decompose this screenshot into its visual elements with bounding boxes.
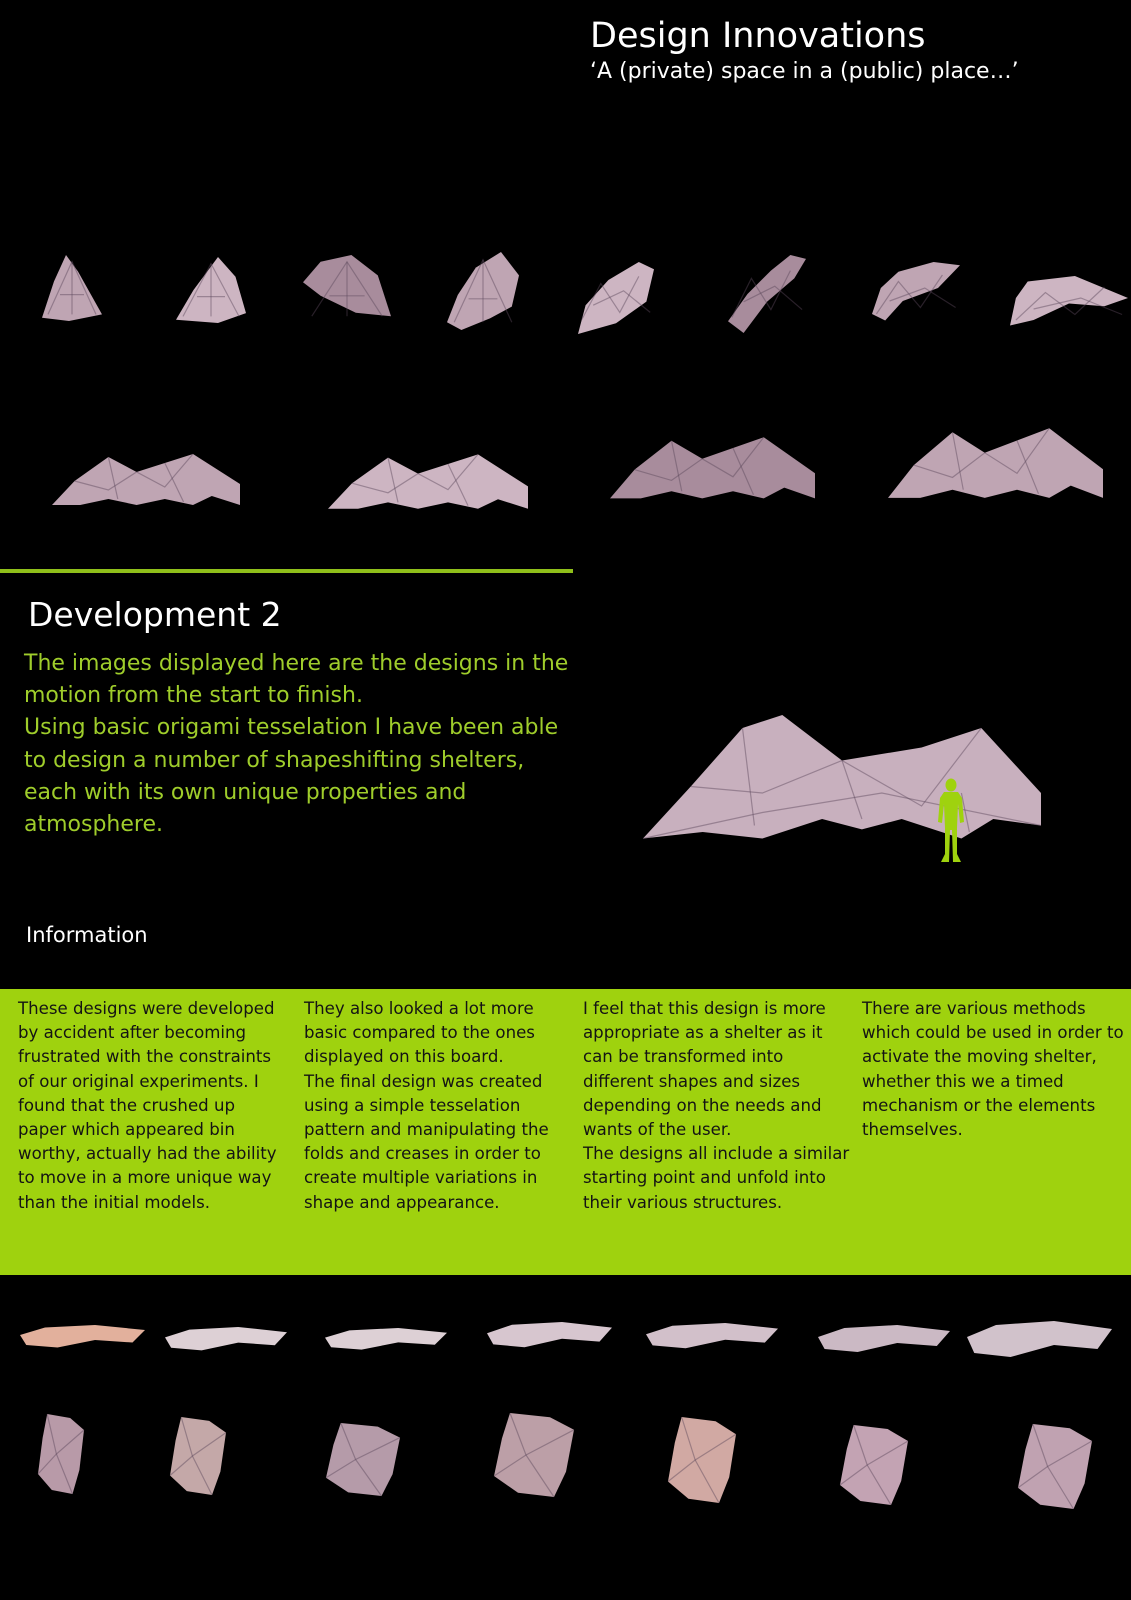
info-paragraph: The final design was created using a simple tesselation pattern and manipulating the folds and creases in order to create multiple variations in shape and appearance. (304, 1071, 549, 1212)
folded-paper-model-icon (328, 448, 528, 512)
info-paragraph: There are various methods which could be used in order to activate the moving shelter, whether this we a timed mechanism or the elements themselves. (862, 999, 1124, 1140)
info-paragraph: They also looked a lot more basic compared to the ones displayed on this board. (304, 999, 535, 1067)
folded-paper-model-icon (494, 1413, 574, 1497)
folded-paper-model-icon (818, 1325, 950, 1355)
folded-paper-model-icon (38, 1414, 84, 1494)
folded-paper-model-icon (20, 1325, 145, 1350)
page-subtitle: ‘A (private) space in a (public) place…’ (590, 59, 1019, 84)
folded-paper-model-icon (668, 1417, 736, 1503)
folded-paper-model-icon (487, 1322, 612, 1350)
hero-shelter-model (643, 715, 1041, 845)
section-divider (0, 569, 573, 573)
folded-paper-model-icon (326, 1423, 400, 1496)
folded-paper-model-icon (303, 255, 391, 323)
folded-paper-model-icon (170, 1417, 226, 1495)
folded-paper-model-icon (646, 1323, 778, 1351)
development-paragraph: The images displayed here are the designs in the motion from the start to finish. (24, 651, 569, 709)
info-paragraph: These designs were developed by accident after becoming frustrated with the constraints of our original experiments. I found that the crushed up paper which appeared bin worthy, actually had the ability to move in a more unique way than the initial models. (18, 999, 277, 1212)
folded-paper-model-icon (447, 252, 519, 330)
folded-paper-model-icon (872, 262, 960, 327)
folded-paper-model-icon (325, 1328, 447, 1352)
information-heading: Information (26, 923, 148, 947)
development-paragraph: Using basic origami tesselation I have been able to design a number of shapeshifting shelters, each with its own unique properties and atmosphere. (24, 715, 559, 838)
page-title: Design Innovations (590, 16, 926, 56)
info-paragraph: The designs all include a similar starting point and unfold into their various structures. (583, 1144, 850, 1212)
folded-paper-model-icon (610, 430, 815, 502)
folded-paper-model-icon (165, 1327, 287, 1353)
development-heading: Development 2 (28, 595, 282, 634)
person-silhouette-icon (935, 778, 967, 864)
folded-paper-model-icon (840, 1425, 908, 1505)
info-paragraph: I feel that this design is more appropriate as a shelter as it can be transformed into different shapes and sizes depending on the needs and wants of the user. (583, 999, 826, 1140)
folded-paper-model-icon (52, 448, 240, 508)
folded-paper-model-icon (967, 1321, 1112, 1361)
folded-paper-model-icon (888, 420, 1103, 502)
info-column-1 (18, 997, 280, 1215)
folded-paper-model-icon (728, 255, 806, 333)
development-description (24, 648, 584, 841)
info-column-2 (304, 997, 562, 1215)
folded-paper-model-icon (42, 255, 102, 321)
information-band (0, 989, 1131, 1275)
info-column-3 (583, 997, 853, 1215)
folded-paper-model-icon (176, 257, 246, 323)
folded-paper-model-icon (578, 262, 654, 334)
info-column-4 (862, 997, 1124, 1142)
folded-paper-model-icon (1010, 276, 1128, 331)
folded-paper-model-icon (1018, 1424, 1092, 1509)
